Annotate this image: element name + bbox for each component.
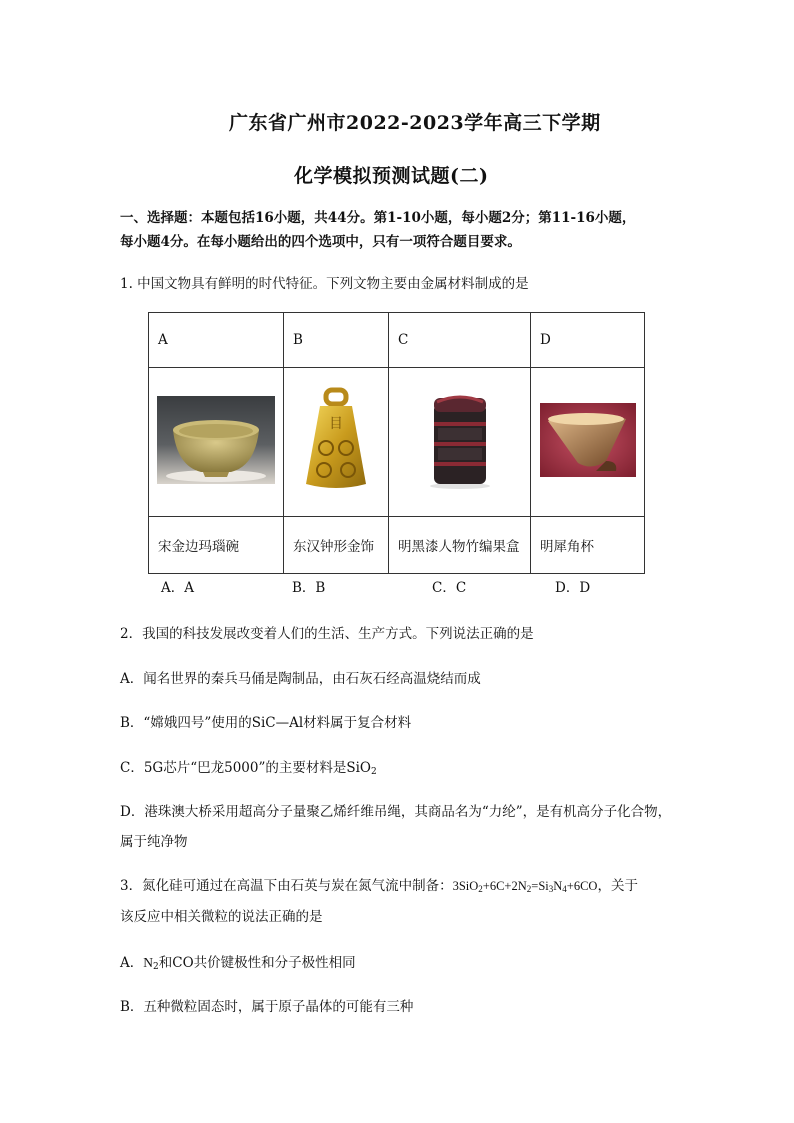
q2-option-a[interactable]: A．闻名世界的秦兵马俑是陶制品，由石灰石经高温烧结而成 [120, 671, 481, 687]
q2-option-c-text: C．5G芯片“巴龙5000”的主要材料是SiO [120, 760, 371, 776]
q1-stem: 1. 中国文物具有鲜明的时代特征。下列文物主要由金属材料制成的是 [120, 276, 529, 292]
q3-eq-sub3: 3 [548, 884, 554, 894]
q3-equation [453, 879, 598, 893]
q2-option-d-line2[interactable]: 属于纯净物 [120, 834, 188, 850]
section-instructions-line1: 一、选择题：本题包括16小题，共44分。第1-10小题，每小题2分；第11-16小题， [120, 210, 636, 226]
q3-option-a-text: 和CO共价键极性和分子极性相同 [158, 955, 356, 971]
agate-bowl-photo [157, 396, 275, 484]
q2-option-c-subscript: 2 [371, 767, 377, 777]
section-instructions-line2: 每小题4分。在每小题给出的四个选项中，只有一项符合题目要求。 [120, 234, 521, 250]
svg-text:目: 目 [329, 416, 343, 432]
q1-cell-image-b [284, 368, 389, 517]
q3-option-a-subscript: 2 [153, 962, 159, 972]
q3-option-a[interactable] [120, 951, 356, 979]
gold-bell-ornament-photo [296, 386, 376, 494]
q2-option-c[interactable] [120, 756, 377, 784]
q3-eq-part2: +6C+2N [482, 879, 527, 893]
q3-stem-line2: 该反应中相关微粒的说法正确的是 [120, 909, 323, 925]
q1-option-c[interactable]: C．C [432, 580, 467, 596]
q2-option-b[interactable]: B．“嫦娥四号”使用的SiC—Al材料属于复合材料 [120, 715, 412, 731]
q2-option-d-line1[interactable]: D．港珠澳大桥采用超高分子量聚乙烯纤维吊绳，其商品名为“力纶”，是有机高分子化合物， [120, 804, 672, 820]
q3-stem-post: ，关于 [597, 878, 638, 894]
q1-header-b: B [284, 313, 389, 368]
q1-caption-b: 东汉钟形金饰 [284, 517, 389, 574]
q3-eq-sub4: 4 [562, 884, 567, 894]
q1-caption-a: 宋金边玛瑙碗 [149, 517, 284, 574]
q1-artifact-table [148, 312, 645, 574]
q1-cell-image-c [389, 368, 531, 517]
q1-header-a: A [149, 313, 284, 368]
q3-eq-part4: N [553, 879, 563, 893]
page-title-line2: 化学模拟预测试题(二) [294, 165, 489, 187]
q2-stem: 2．我国的科技发展改变着人们的生活、生产方式。下列说法正确的是 [120, 626, 534, 642]
q3-option-a-label: A． [120, 955, 144, 971]
q1-option-a[interactable]: A．A [161, 580, 194, 596]
page-title-line1: 广东省广州市2022-2023学年高三下学期 [229, 112, 601, 134]
q3-eq-part1: 3SiO [452, 879, 479, 893]
rhino-horn-cup-photo [540, 403, 636, 477]
q1-header-c: C [389, 313, 531, 368]
q3-stem-pre: 3．氮化硅可通过在高温下由石英与炭在氮气流中制备： [120, 878, 453, 894]
q3-option-a-formula: N [143, 955, 153, 970]
q1-option-d[interactable]: D．D [555, 580, 591, 596]
q1-cell-image-d [531, 368, 645, 517]
q1-option-b[interactable]: B．B [292, 580, 326, 596]
q1-header-d: D [531, 313, 645, 368]
q3-eq-part3: =Si [531, 879, 549, 893]
q1-cell-image-a [149, 368, 284, 517]
q3-eq-sub1: 2 [478, 884, 483, 894]
lacquer-box-photo [425, 390, 495, 490]
q3-eq-sub2: 2 [526, 884, 532, 894]
q1-caption-d: 明犀角杯 [531, 517, 645, 574]
q1-caption-c: 明黑漆人物竹编果盒 [389, 517, 531, 574]
q3-option-b[interactable]: B．五种微粒固态时，属于原子晶体的可能有三种 [120, 999, 414, 1015]
q3-stem-line1 [120, 874, 638, 901]
q3-eq-part5: +6CO [566, 879, 598, 893]
